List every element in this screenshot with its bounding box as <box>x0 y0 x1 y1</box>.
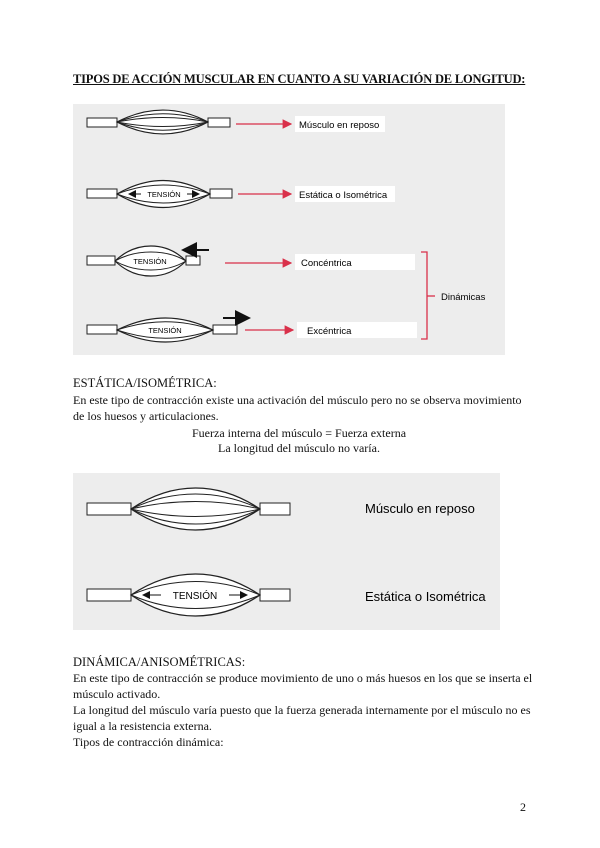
section-static-heading: ESTÁTICA/ISOMÉTRICA: <box>73 376 217 390</box>
label-estatica: Estática o Isométrica <box>299 190 388 201</box>
section-dynamic-text1: En este tipo de contracción se produce movimiento de uno o más huesos en los que se inserta el músculo activado. <box>73 671 533 701</box>
muscle-eccentric <box>87 318 249 342</box>
label-reposo-large: Músculo en reposo <box>365 501 475 516</box>
formula-text: Fuerza interna del músculo = Fuerza externa <box>192 426 407 440</box>
section-dynamic-text2: La longitud del músculo varía puesto que la fuerza generada internamente por el músculo no es igual a la resistencia externa. <box>73 703 531 733</box>
page-number: 2 <box>520 800 526 814</box>
page-title: TIPOS DE ACCIÓN MUSCULAR EN CUANTO A SU VARIACIÓN DE LONGITUD: <box>73 72 526 86</box>
tension-label: TENSIÓN <box>147 190 181 199</box>
length-note: La longitud del músculo no varía. <box>218 441 380 455</box>
muscle-rest <box>87 110 230 134</box>
isometric-diagram <box>73 473 500 630</box>
muscle-concentric <box>87 246 209 276</box>
label-estatica-large: Estática o Isométrica <box>365 589 486 604</box>
muscle-rest-large <box>87 488 290 530</box>
section-static-text: En este tipo de contracción existe una activación del músculo pero no se observa movimiento de los huesos y articulaciones. <box>73 393 522 423</box>
label-reposo: Músculo en reposo <box>299 120 380 131</box>
label-excentrica: Excéntrica <box>307 326 352 337</box>
svg-text:TENSIÓN: TENSIÓN <box>133 257 167 266</box>
muscle-isometric-large <box>87 574 290 616</box>
svg-text:TENSIÓN: TENSIÓN <box>148 326 182 335</box>
muscle-action-diagram <box>73 104 505 355</box>
label-concentrica: Concéntrica <box>301 258 352 269</box>
muscle-isometric <box>87 181 232 208</box>
section-dynamic-heading: DINÁMICA/ANISOMÉTRICAS: <box>73 655 246 669</box>
tension-label-large: TENSIÓN <box>172 591 218 602</box>
label-dinamicas: Dinámicas <box>441 292 486 303</box>
section-dynamic-text3: Tipos de contracción dinámica: <box>73 735 224 749</box>
